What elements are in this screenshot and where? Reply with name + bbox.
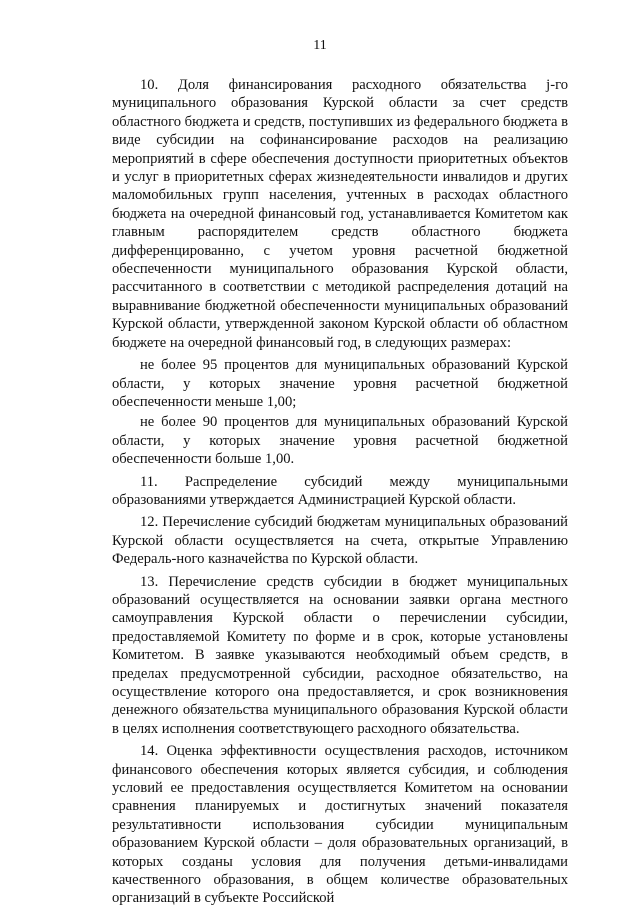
paragraph-10-item-1: не более 95 процентов для муниципальных образований Курской области, у которых значение уровня расчетной бюджетной обеспеченности меньше 1,00; <box>112 357 568 410</box>
document-body <box>112 76 568 912</box>
paragraph-12: 12. Перечисление субсидий бюджетам муниципальных образований Курской области осуществляется на счета, открытые Управлению Федераль-ного казначейства по Курской области. <box>112 514 568 568</box>
page-number: 11 <box>313 38 327 53</box>
paragraph-13: 13. Перечисление средств субсидии в бюджет муниципальных образований осуществляется на основании заявки органа местного самоуправления Курской области о перечислении субсидии, предоставляемой Комитету по форме и в срок, которые установлены Комитетом. В заявке указываются необходимый объем средств, в пределах предусмотренной субсидии, расходное обязательство, на осуществление которого она предоставляется, и срок возникновения денежного обязательства муниципального образования Курской области в целях исполнения соответствующего расходного обязательства. <box>112 573 568 737</box>
paragraph-11: 11. Распределение субсидий между муниципальными образованиями утверждается Администрацией Курской области. <box>112 473 568 508</box>
paragraph-10: 10. Доля финансирования расходного обязательства j-го муниципального образования Курской области за счет средств областного бюджета и средств, поступивших из федерального бюджета в виде субсидии на софинансирование расходов на реализацию мероприятий в сфере обеспечения доступности приоритетных объектов и услуг в приоритетных сферах жизнедеятельности инвалидов и других маломобильных групп населения, учтенных в расходах областного бюджета на очередной финансовый год, устанавливается Комитетом как главным распорядителем средств областного бюджета дифференцированно, с учетом уровня расчетной бюджетной обеспеченности муниципального образования Курской области, рассчитанного в соответствии с методикой распределения дотаций на выравнивание бюджетной обеспеченности муниципальных образований Курской области, утвержденной законом Курской области об областном бюджете на очередной финансовый год, в следующих размерах: <box>112 77 568 351</box>
paragraph-14: 14. Оценка эффективности осуществления расходов, источником финансового обеспечения которых является субсидия, и соблюдения условий ее предоставления осуществляется Комитетом на основании сравнения планируемых и достигнутых значений показателя результативности использования субсидии муниципальным образованием Курской области – доля образовательных организаций, в которых созданы условия для получения детьми-инвалидами качественного образования, в общем количестве образовательных организаций в субъекте Российской <box>112 743 568 907</box>
paragraph-10-item-2: не более 90 процентов для муниципальных образований Курской области, у которых значение уровня расчетной бюджетной обеспеченности больше 1,00. <box>112 414 568 468</box>
